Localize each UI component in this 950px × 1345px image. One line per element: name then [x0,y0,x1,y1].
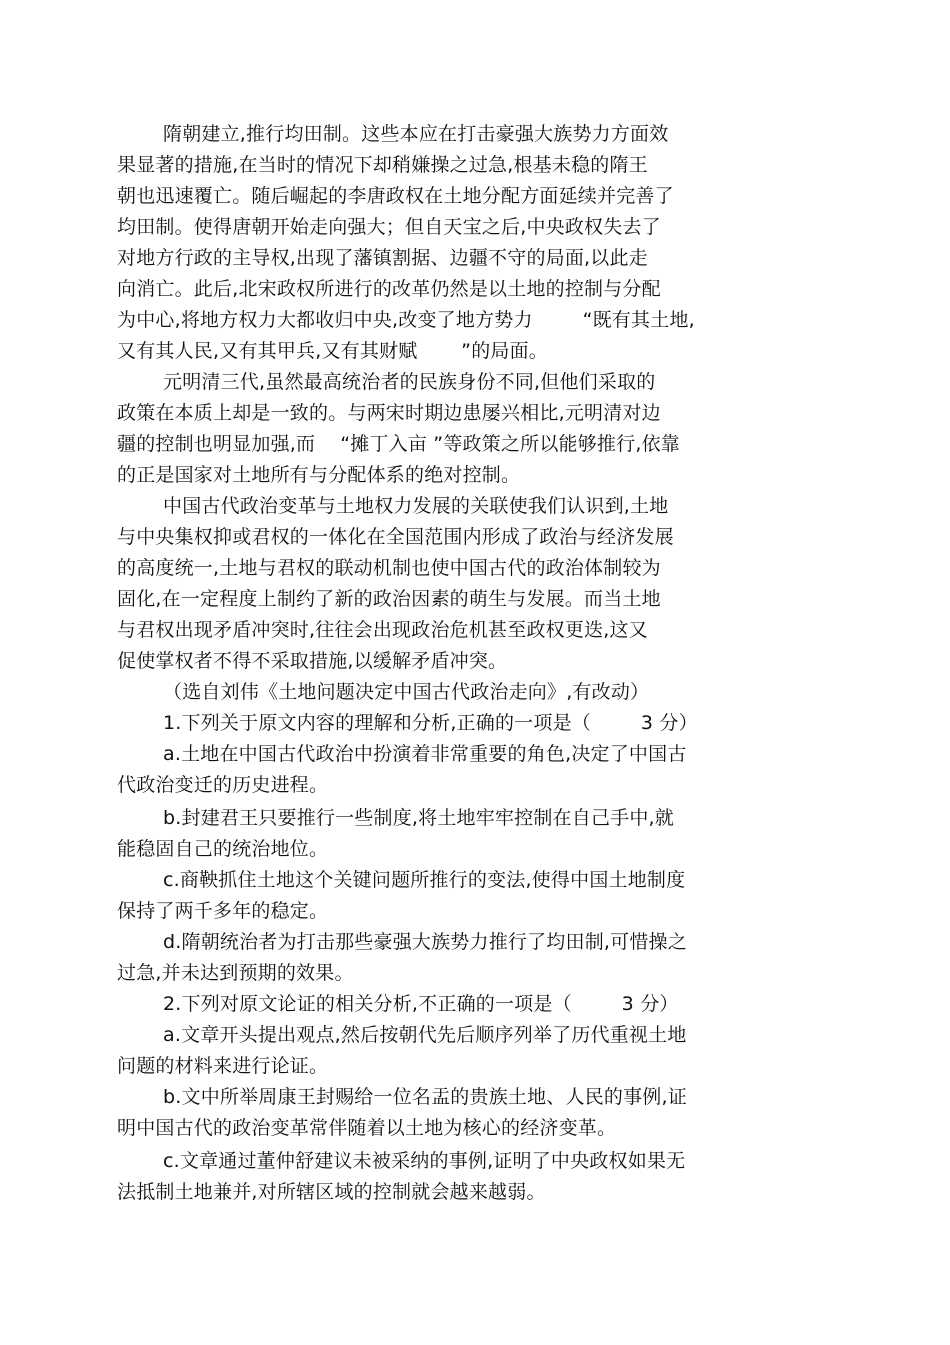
question-2-option-c: c.文章通过董仲舒建议未被采纳的事例,证明了中央政权如果无 [163,1150,686,1172]
paragraph-3-line: 中国古代政治变革与土地权力发展的关联使我们认识到,土地 [163,495,669,517]
paragraph-3-line: 促使掌权者不得不采取措施,以缓解矛盾冲突。 [117,650,508,672]
question-1-stem: 1.下列关于原文内容的理解和分析,正确的一项是（ 3 分） [163,712,698,734]
paragraph-2-line: 的正是国家对土地所有与分配体系的绝对控制。 [117,464,521,486]
question-2-option-a: 问题的材料来进行论证。 [117,1055,329,1077]
paragraph-1-line: 均田制。使得唐朝开始走向强大；但自天宝之后,中央政权失去了 [117,216,661,238]
paragraph-2-line: 疆的控制也明显加强,而 “摊丁入亩 ”等政策之所以能够推行,依靠 [117,433,680,455]
question-1-option-a: 代政治变迁的历史进程。 [117,774,329,796]
paragraph-2-line: 政策在本质上却是一致的。与两宋时期边患屡兴相比,元明清对边 [117,402,661,424]
question-2-stem: 2.下列对原文论证的相关分析,不正确的一项是（ 3 分） [163,993,679,1015]
paragraph-3-line: 与中央集权抑或君权的一体化在全国范围内形成了政治与经济发展 [117,526,674,548]
paragraph-1-line: 为中心,将地方权力大都收归中央,改变了地方势力 “既有其土地, [117,309,695,331]
paragraph-3-line: 固化,在一定程度上制约了新的政治因素的萌生与发展。而当土地 [117,588,661,610]
paragraph-2-line: 元明清三代,虽然最高统治者的民族身份不同,但他们采取的 [163,371,656,393]
question-2-option-b: 明中国古代的政治变革常伴随着以土地为核心的经济变革。 [117,1117,617,1139]
paragraph-1-line: 对地方行政的主导权,出现了藩镇割据、边疆不守的局面,以此走 [117,247,648,269]
question-2-option-c: 法抵制土地兼并,对所辖区域的控制就会越来越弱。 [117,1181,546,1203]
question-1-option-d: d.隋朝统治者为打击那些豪强大族势力推行了均田制,可惜操之 [163,931,687,953]
paragraph-1-line: 隋朝建立,推行均田制。这些本应在打击豪强大族势力方面效 [163,123,669,145]
question-1-option-d: 过急,并未达到预期的效果。 [117,962,354,984]
question-2-option-a: a.文章开头提出观点,然后按朝代先后顺序列举了历代重视土地 [163,1024,687,1046]
paragraph-1-line: 果显著的措施,在当时的情况下却稍嫌操之过急,根基未稳的隋王 [117,154,648,176]
question-1-option-a: a.土地在中国古代政治中扮演着非常重要的角色,决定了中国古 [163,743,687,765]
question-2-option-b: b.文中所举周康王封赐给一位名盂的贵族土地、人民的事例,证 [163,1086,687,1108]
paragraph-3-line: 的高度统一,土地与君权的联动机制也使中国古代的政治体制较为 [117,557,661,579]
source-note: （选自刘伟《土地问题决定中国古代政治走向》,有改动） [163,681,650,703]
question-1-option-b: 能稳固自己的统治地位。 [117,838,329,860]
paragraph-1-line: 向消亡。此后,北宋政权所进行的改革仍然是以土地的控制与分配 [117,278,661,300]
question-1-option-b: b.封建君王只要推行一些制度,将土地牢牢控制在自己手中,就 [163,807,674,829]
paragraph-1-line: 朝也迅速覆亡。随后崛起的李唐政权在土地分配方面延续并完善了 [117,185,674,207]
paragraph-1-line: 又有其人民,又有其甲兵,又有其财赋 ”的局面。 [117,340,549,362]
question-1-option-c: 保持了两千多年的稳定。 [117,900,329,922]
paragraph-3-line: 与君权出现矛盾冲突时,往往会出现政治危机甚至政权更迭,这又 [117,619,648,641]
question-1-option-c: c.商鞅抓住土地这个关键问题所推行的变法,使得中国土地制度 [163,869,686,891]
